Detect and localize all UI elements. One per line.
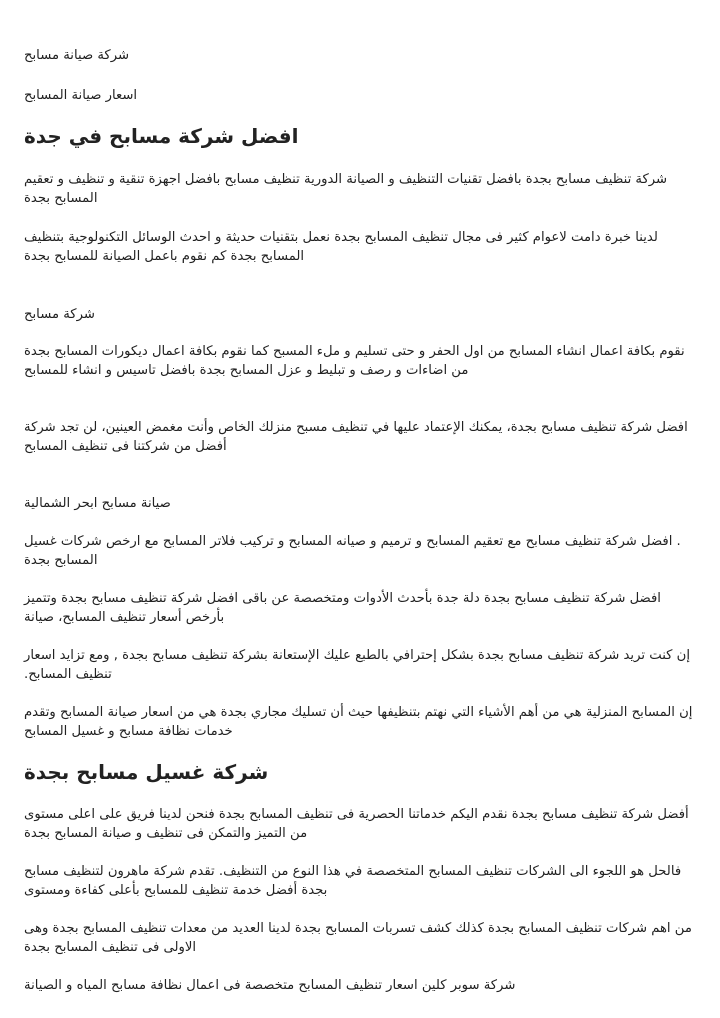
paragraph: افضل شركة تنظيف مسابح بجدة، يمكنك الإعتماد عليها في تنظيف مسبح منزلك الخاص وأنت مغمض العينين، لن تجد شركة أفضل من شركتنا فى تنظيف المسابح <box>24 420 688 454</box>
paragraph: شركة تنظيف مسابح بجدة بافضل تقنيات التنظيف و الصيانة الدورية تنظيف مسابح بافضل اجهزة تنقية و تنظيف و تعقيم المسابح بجدة <box>24 172 668 206</box>
section-heading-pool-washing-company: شركة غسيل مسابح بجدة <box>24 760 269 784</box>
subheading-pool-company: شركة مسابح <box>24 307 95 322</box>
paragraph: أفضل شركة تنظيف مسابح بجدة نقدم اليكم خدماتنا الحصرية فى تنظيف المسابح بجدة فنحن لدينا فريق على اعلى مستوى من التميز والتمكن فى تنظيف و صيانة المسابح بجدة <box>24 807 689 841</box>
paragraph: نقوم بكافة اعمال انشاء المسابح من اول الحفر و حتى تسليم و ملء المسبح كما نقوم بكافة اعمال ديكورات المسابح بجدة من اضاءات و رصف و تبليط و عزل المسابح بجدة بافضل تاسيس و انشاء للمسابح <box>24 344 685 378</box>
paragraph: شركة سوبر كلين اسعار تنظيف المسابح متخصصة فى اعمال نظافة مسابح المياه و الصيانة <box>24 978 516 993</box>
section-heading-best-pool-company: افضل شركة مسابح في جدة <box>24 124 299 148</box>
paragraph: . افضل شركة تنظيف مسابح مع تعقيم المسابح و ترميم و صيانه المسابح و تركيب فلاتر المسابح مع ارخص شركات غسيل المسابح بجدة <box>24 534 681 568</box>
paragraph: إن كنت تريد شركة تنظيف مسابح بجدة بشكل إحترافي بالطبع عليك الإستعانة بشركة تنظيف مسابح بجدة , ومع تزايد اسعار تنظيف المسابح. <box>24 648 690 682</box>
paragraph: إن المسابح المنزلية هي من أهم الأشياء التي نهتم بتنظيفها حيث أن تسليك مجاري بجدة هي من اسعار صيانة المسابح وتقدم خدمات نظافة مسابح و غسيل المسابح <box>24 705 693 739</box>
paragraph: افضل شركة تنظيف مسابح بجدة دلة جدة بأحدث الأدوات ومتخصصة عن باقى افضل شركة تنظيف مسابح بجدة وتتميز بأرخص أسعار تنظيف المسابح، صيانة <box>24 591 661 625</box>
paragraph: فالحل هو اللجوء الى الشركات تنظيف المسابح المتخصصة في هذا النوع من التنظيف. تقدم شركة ماهرون لتنظيف مسابح بجدة أفضل خدمة تنظيف للمسابح بأعلى كفاءة ومستوى <box>24 864 682 898</box>
link-pool-maintenance-company[interactable]: شركة صيانة مسابح <box>24 48 130 63</box>
paragraph: لدينا خبرة دامت لاعوام كثير فى مجال تنظيف المسابح بجدة نعمل بتقنيات حديثة و احدث الوسائل التكنولوجية بتنظيف المسابح بجدة كم نقوم باعمل الصيانة للمسابح بجدة <box>24 230 658 264</box>
subheading-obhur-maintenance: صيانة مسابح ابحر الشمالية <box>24 496 171 511</box>
link-pool-maintenance-prices[interactable]: اسعار صيانة المسابح <box>24 88 138 103</box>
paragraph: من اهم شركات تنظيف المسابح بجدة كذلك كشف تسربات المسابح بجدة لدينا العديد من معدات تنظيف المسابح بجدة وهى الاولى فى تنظيف المسابح بجدة <box>24 921 692 955</box>
